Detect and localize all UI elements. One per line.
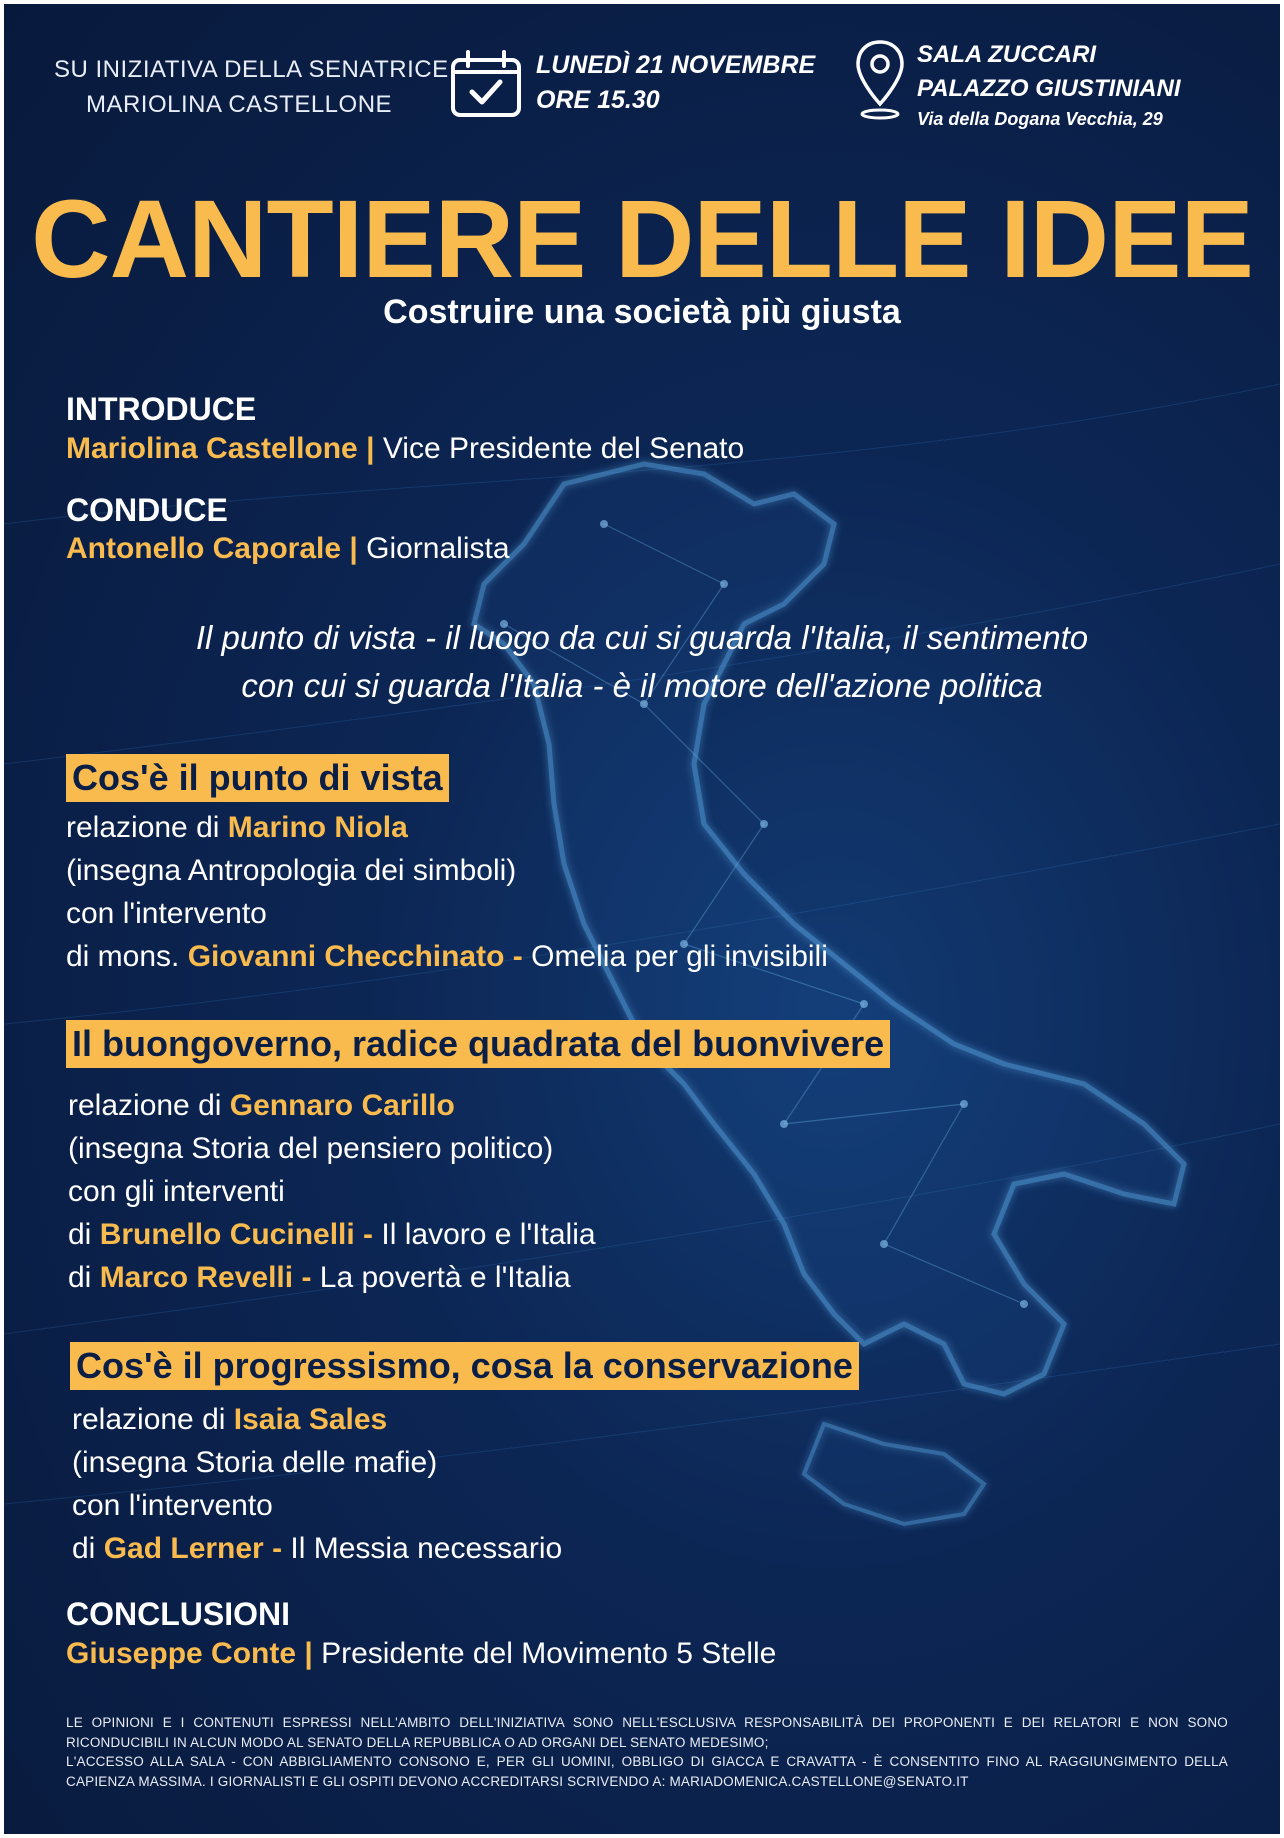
- separator: |: [341, 532, 367, 565]
- conclusioni-role: Presidente del Movimento 5 Stelle: [321, 1637, 777, 1670]
- initiative-line-1: SU INIZIATIVA DELLA SENATRICE: [54, 56, 449, 83]
- map-pin-icon: [854, 38, 906, 122]
- speaker-name: Brunello Cucinelli: [99, 1218, 355, 1251]
- intervention-topic: Il lavoro e l'Italia: [381, 1218, 596, 1251]
- prefix: di: [72, 1532, 104, 1565]
- section-2-intervention-2: [68, 1256, 571, 1299]
- event-quote: [4, 614, 1280, 710]
- event-subtitle: Costruire una società più giusta: [383, 293, 901, 331]
- section-1-teaching: (insegna Antropologia dei simboli): [66, 854, 517, 887]
- prefix: di: [68, 1218, 100, 1251]
- venue-hall: SALA ZUCCARI: [917, 41, 1097, 68]
- quote-line-2: con cui si guarda l'Italia - è il motore dell'azione politica: [241, 667, 1043, 704]
- section-2-relatore: [68, 1084, 455, 1127]
- separator: -: [354, 1218, 382, 1251]
- section-2-heading: Il buongoverno, radice quadrata del buonvivere: [66, 1020, 890, 1068]
- speaker-name: Gad Lerner: [103, 1532, 264, 1565]
- disclaimer-line-3: L'ACCESSO ALLA SALA - CON ABBIGLIAMENTO CONSONO E, PER GLI UOMINI, OBBLIGO DI GIACCA E CRAVATTA - È CONSENTITO FINO AL RAGGIUNGIMENTO DELLA: [66, 1754, 1228, 1769]
- event-poster: [4, 4, 1280, 1834]
- speaker-name: Isaia Sales: [233, 1403, 388, 1436]
- prefix: relazione di: [68, 1089, 230, 1122]
- legal-disclaimer: [66, 1713, 1228, 1791]
- conclusioni-speaker: [66, 1634, 776, 1674]
- conclusioni-heading: CONCLUSIONI: [66, 1596, 290, 1632]
- quote-line-1: Il punto di vista - il luogo da cui si guarda l'Italia, il sentimento: [195, 619, 1089, 656]
- prefix: di: [68, 1261, 100, 1294]
- event-title: CANTIERE DELLE IDEE: [31, 178, 1253, 301]
- conclusioni-name: Giuseppe Conte: [66, 1637, 297, 1670]
- conduce-role: Giornalista: [366, 532, 510, 565]
- section-1-intervention-label: con l'intervento: [66, 897, 267, 930]
- speaker-name: Giovanni Checchinato: [187, 940, 505, 973]
- venue-building: PALAZZO GIUSTINIANI: [917, 75, 1181, 102]
- section-1-heading: Cos'è il punto di vista: [66, 754, 449, 802]
- intervention-topic: La povertà e l'Italia: [319, 1261, 571, 1294]
- speaker-name: Marco Revelli: [99, 1261, 294, 1294]
- venue-address: Via della Dogana Vecchia, 29: [917, 109, 1163, 129]
- prefix: relazione di: [72, 1403, 234, 1436]
- separator: -: [263, 1532, 291, 1565]
- section-1-intervention: [66, 935, 828, 978]
- section-1-relatore: [66, 806, 408, 849]
- section-2-intervention-1: [68, 1213, 596, 1256]
- event-day: LUNEDÌ 21 NOVEMBRE: [536, 51, 816, 79]
- speaker-name: Marino Niola: [227, 811, 408, 844]
- section-3-relatore: [72, 1398, 387, 1441]
- prefix: di mons.: [66, 940, 188, 973]
- prefix: relazione di: [66, 811, 228, 844]
- disclaimer-line-4: CAPIENZA MASSIMA. I GIORNALISTI E GLI OSPITI DEVONO ACCREDITARSI SCRIVENDO A: MARIADOMENICA.CASTELLONE@SENATO.IT: [66, 1773, 969, 1789]
- intervention-topic: Il Messia necessario: [290, 1532, 563, 1565]
- conduce-speaker: [66, 529, 510, 569]
- disclaimer-line-2: RICONDUCIBILI IN ALCUN MODO AL SENATO DELLA REPUBBLICA O AD ORGANI DEL SENATO MEDESIMO;: [66, 1734, 769, 1750]
- event-venue: [917, 38, 1181, 132]
- section-3-teaching: (insegna Storia delle mafie): [72, 1446, 438, 1479]
- section-3-intervention: [72, 1527, 562, 1570]
- section-2-teaching: (insegna Storia del pensiero politico): [68, 1132, 554, 1165]
- event-time: ORE 15.30: [536, 86, 660, 114]
- initiative-credit: [54, 52, 449, 122]
- initiative-line-2: MARIOLINA CASTELLONE: [85, 91, 393, 118]
- introduce-role: Vice Presidente del Senato: [382, 432, 745, 465]
- separator: -: [293, 1261, 320, 1294]
- intervention-topic: Omelia per gli invisibili: [531, 940, 828, 973]
- introduce-speaker: [66, 429, 744, 469]
- section-3-heading: Cos'è il progressismo, cosa la conservazione: [70, 1342, 859, 1390]
- conduce-heading: CONDUCE: [66, 492, 228, 528]
- event-date: [536, 48, 815, 118]
- speaker-name: Gennaro Carillo: [229, 1089, 455, 1122]
- section-3-intervention-label: con l'intervento: [72, 1489, 273, 1522]
- introduce-name: Mariolina Castellone: [66, 432, 358, 465]
- disclaimer-line-1: LE OPINIONI E I CONTENUTI ESPRESSI NELL'AMBITO DELL'INIZIATIVA SONO NELL'ESCLUSIVA RESPONSABILITÀ DEI PROPONENTI E DEI RELATORI E NON SONO: [66, 1715, 1228, 1730]
- section-2-intervention-label: con gli interventi: [68, 1175, 285, 1208]
- calendar-check-icon: [450, 50, 522, 118]
- conduce-name: Antonello Caporale: [66, 532, 342, 565]
- separator: |: [296, 1637, 322, 1670]
- separator: -: [504, 940, 532, 973]
- introduce-heading: INTRODUCE: [66, 391, 257, 427]
- separator: |: [357, 432, 383, 465]
